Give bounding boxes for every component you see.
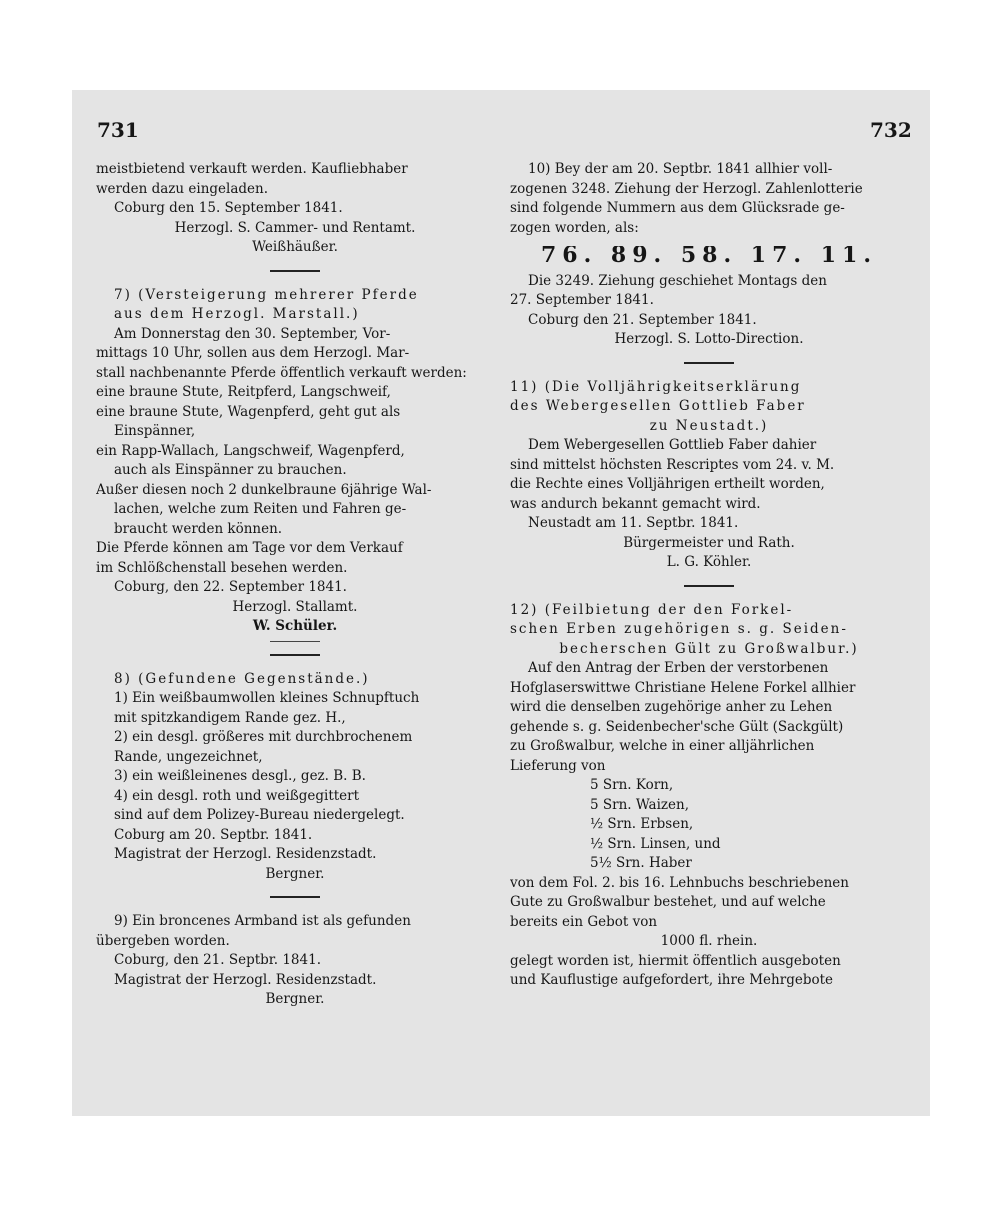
text-line: zogenen 3248. Ziehung der Herzogl. Zahlenlotterie <box>510 180 863 197</box>
text-line: was andurch bekannt gemacht wird. <box>510 495 761 512</box>
section-8-title: 8) (Gefundene Gegenstände.) <box>114 670 370 687</box>
text-line: Am Donnerstag den 30. September, Vor- <box>114 325 391 342</box>
text-line: Lieferung von <box>510 757 606 774</box>
list-item: 5 Srn. Waizen, <box>590 796 690 813</box>
text-line: die Rechte eines Volljährigen ertheilt worden, <box>510 476 825 492</box>
text-line: Einspänner, <box>114 423 196 439</box>
section-7-title: 7) (Versteigerung mehrerer Pferde <box>114 286 419 303</box>
notice-date: Coburg, den 21. Septbr. 1841. <box>114 952 321 968</box>
text-line: braucht werden können. <box>114 520 283 537</box>
text-line: zu Großwalbur, welche in einer alljährlichen <box>510 738 815 754</box>
notice-authority: Herzogl. S. Lotto-Direction. <box>614 331 804 347</box>
page-number-left: 731 <box>97 118 139 142</box>
section-7-title: aus dem Herzogl. Marstall.) <box>114 306 360 322</box>
section-divider <box>684 362 734 364</box>
list-item: Rande, ungezeichnet, <box>114 748 263 765</box>
text-line: 27. September 1841. <box>510 292 654 308</box>
notice-authority: Herzogl. Stallamt. <box>232 598 358 615</box>
notice-authority: Magistrat der Herzogl. Residenzstadt. <box>114 846 377 862</box>
text-line: werden dazu eingeladen. <box>96 180 269 197</box>
lottery-numbers: 76. 89. 58. 17. 11. <box>540 246 877 266</box>
text-line: Auf den Antrag der Erben der verstorbenen <box>528 660 829 676</box>
text-line: sind folgende Nummern aus dem Glücksrade ge- <box>510 200 845 216</box>
notice-date: Coburg am 20. Septbr. 1841. <box>114 826 313 843</box>
notice-signature: L. G. Köhler. <box>666 554 752 570</box>
text-line: zogen worden, als: <box>510 219 639 236</box>
text-line: wird die denselben zugehörige anher zu Lehen <box>510 699 833 715</box>
text-line: gelegt worden ist, hiermit öffentlich ausgeboten <box>510 952 841 969</box>
list-item: 5½ Srn. Haber <box>590 855 692 871</box>
text-line: eine braune Stute, Wagenpferd, geht gut als <box>96 403 401 420</box>
section-divider <box>270 270 320 272</box>
notice-signature: W. Schüler. <box>252 618 338 634</box>
section-divider <box>270 654 320 656</box>
text-line: stall nachbenannte Pferde öffentlich verkauft werden: <box>96 364 467 381</box>
notice-date: Coburg den 15. September 1841. <box>114 200 343 216</box>
text-line: gehende s. g. Seidenbecher'sche Gült (Sackgült) <box>510 718 844 735</box>
text-line: ein Rapp-Wallach, Langschweif, Wagenpferd, <box>96 442 405 459</box>
list-item: mit spitzkandigem Rande gez. H., <box>114 709 346 726</box>
notice-authority: Herzogl. S. Cammer- und Rentamt. <box>174 219 416 236</box>
text-line: Die Pferde können am Tage vor dem Verkauf <box>96 540 403 556</box>
list-item: 3) ein weißleinenes desgl., gez. B. B. <box>114 768 366 784</box>
list-item: 5 Srn. Korn, <box>590 777 674 793</box>
section-11-title: zu Neustadt.) <box>649 417 769 434</box>
section-12-title: becherschen Gült zu Großwalbur.) <box>559 640 859 657</box>
text-line: sind auf dem Polizey-Bureau niedergelegt. <box>114 807 405 823</box>
text-line: eine braune Stute, Reitpferd, Langschweif, <box>96 384 391 400</box>
list-item: ½ Srn. Linsen, und <box>590 835 721 852</box>
notice-date: Coburg den 21. September 1841. <box>528 311 757 328</box>
notice-authority: Magistrat der Herzogl. Residenzstadt. <box>114 971 377 988</box>
notice-authority: Bürgermeister und Rath. <box>623 534 795 551</box>
text-line: 10) Bey der am 20. Septbr. 1841 allhier voll- <box>528 161 833 177</box>
text-line: mittags 10 Uhr, sollen aus dem Herzogl. Mar- <box>96 345 410 361</box>
delivery-list <box>510 776 908 874</box>
text-line: Die 3249. Ziehung geschiehet Montags den <box>528 272 827 289</box>
text-line: bereits ein Gebot von <box>510 913 658 930</box>
notice-signature: Weißhäußer. <box>252 239 338 255</box>
left-column <box>96 160 494 1010</box>
text-line: übergeben worden. <box>96 932 230 949</box>
section-divider <box>684 585 734 587</box>
notice-signature: Bergner. <box>265 865 325 882</box>
text-line: meistbietend verkauft werden. Kaufliebhaber <box>96 161 408 177</box>
notice-signature: Bergner. <box>265 991 325 1007</box>
text-line: von dem Fol. 2. bis 16. Lehnbuchs beschriebenen <box>510 874 849 891</box>
text-line: auch als Einspänner zu brauchen. <box>114 462 347 478</box>
section-divider <box>270 641 320 642</box>
notice-date: Neustadt am 11. Septbr. 1841. <box>528 515 739 531</box>
bid-amount: 1000 fl. rhein. <box>660 933 758 949</box>
text-line: Dem Webergesellen Gottlieb Faber dahier <box>528 437 817 453</box>
text-line: lachen, welche zum Reiten und Fahren ge- <box>114 501 407 517</box>
list-item: ½ Srn. Erbsen, <box>590 816 694 832</box>
notice-date: Coburg, den 22. September 1841. <box>114 579 347 595</box>
text-line: Gute zu Großwalbur bestehet, und auf welche <box>510 894 826 910</box>
section-divider <box>270 896 320 898</box>
text-line: und Kauflustige aufgefordert, ihre Mehrgebote <box>510 972 834 988</box>
list-item: 2) ein desgl. größeres mit durchbrochenem <box>114 729 413 745</box>
text-line: 9) Ein broncenes Armband ist als gefunden <box>114 913 411 929</box>
text-line: Außer diesen noch 2 dunkelbraune 6jährige Wal- <box>96 481 432 498</box>
list-item: 4) ein desgl. roth und weißgegittert <box>114 787 360 804</box>
page-number-right: 732 <box>870 118 912 142</box>
text-line: sind mittelst höchsten Rescriptes vom 24. v. M. <box>510 456 835 473</box>
section-11-title: des Webergesellen Gottlieb Faber <box>510 398 806 414</box>
list-item: 1) Ein weißbaumwollen kleines Schnupftuch <box>114 690 420 706</box>
right-column <box>510 160 908 991</box>
section-11-title: 11) (Die Volljährigkeitserklärung <box>510 378 802 395</box>
section-12-title: schen Erben zugehörigen s. g. Seiden- <box>510 621 848 637</box>
text-line: im Schlößchenstall besehen werden. <box>96 559 348 576</box>
text-line: Hofglaserswittwe Christiane Helene Forkel allhier <box>510 679 856 696</box>
section-12-title: 12) (Feilbietung der den Forkel- <box>510 601 794 618</box>
